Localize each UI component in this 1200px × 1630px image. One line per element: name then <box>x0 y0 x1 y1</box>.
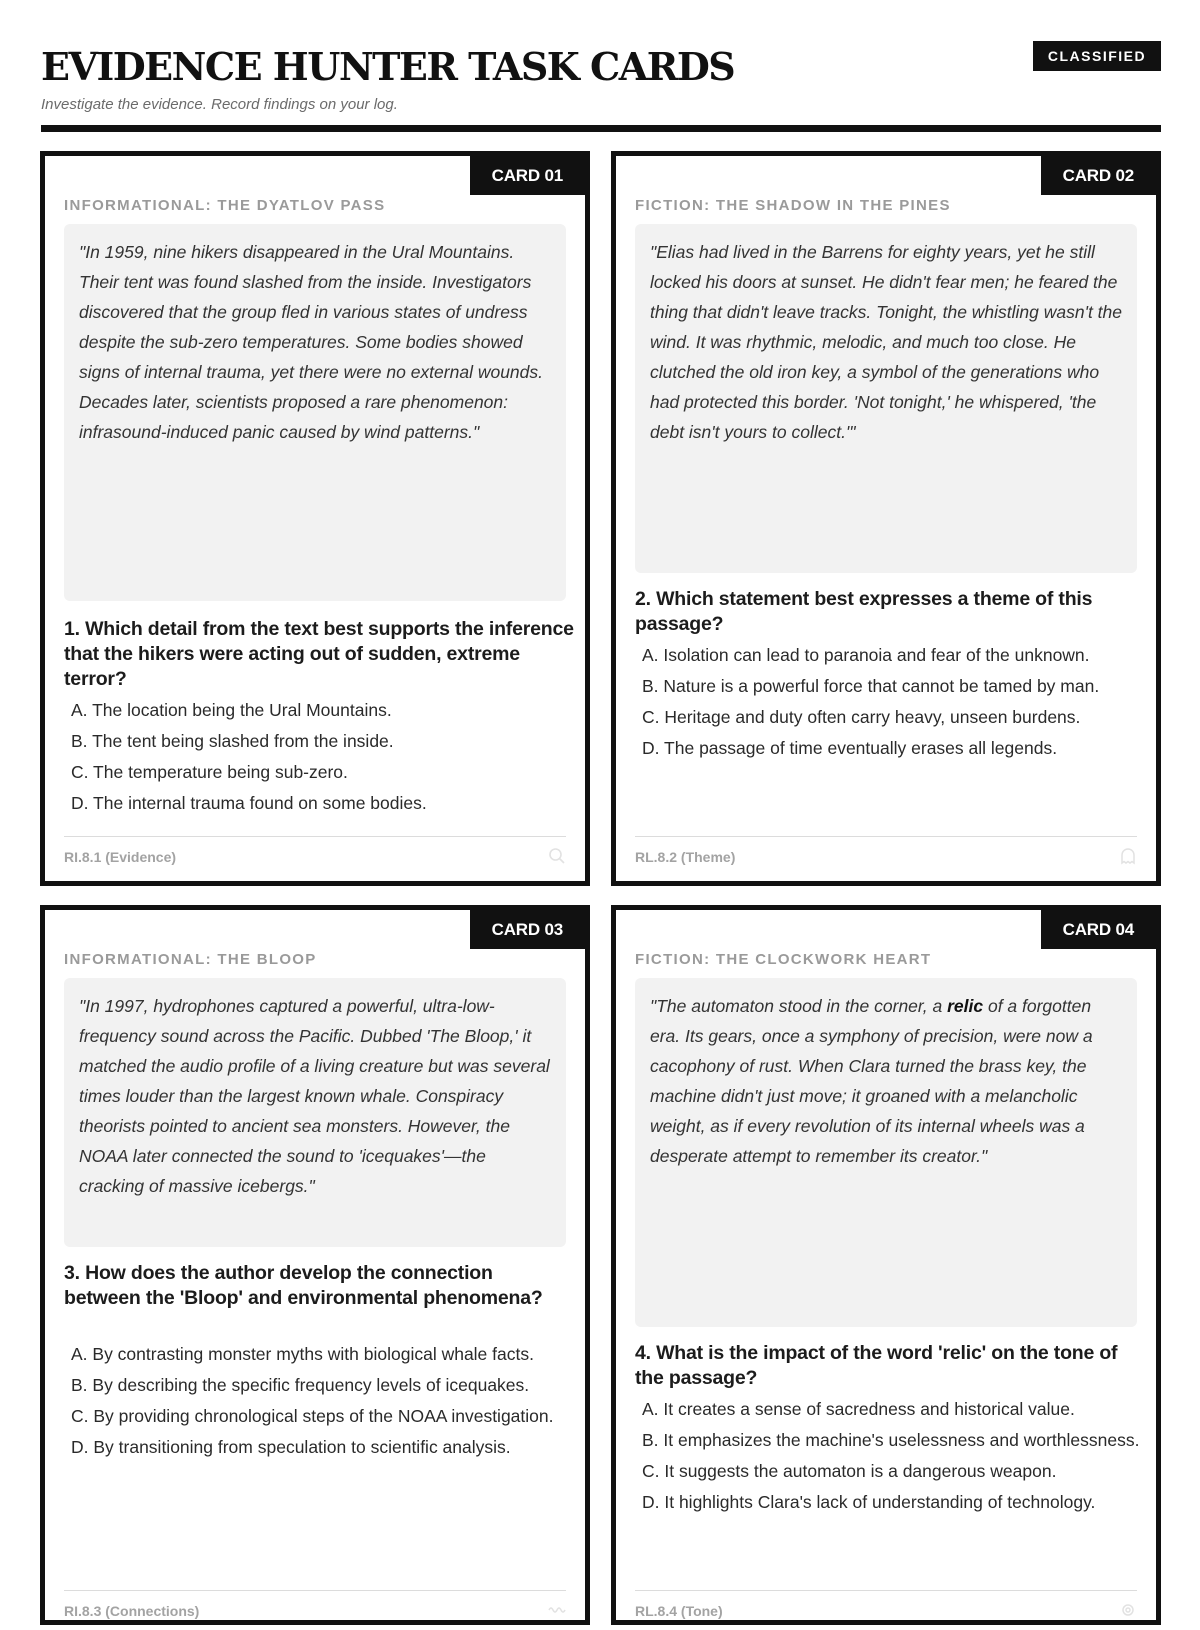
task-card-01 <box>40 151 590 886</box>
card-footer <box>635 1590 1137 1630</box>
page-subtitle: Investigate the evidence. Record findings on your log. <box>41 96 398 113</box>
card-footer <box>635 836 1137 876</box>
passage-text-start: "The automaton stood in the corner, a <box>650 996 948 1016</box>
answer-option-b[interactable]: B. It emphasizes the machine's uselessness and worthlessness. <box>642 1430 1140 1450</box>
answer-option-b[interactable]: B. The tent being slashed from the inside. <box>71 731 394 751</box>
card-genre: INFORMATIONAL: THE DYATLOV PASS <box>64 197 386 214</box>
magnifier-icon <box>548 847 566 865</box>
card-passage: "In 1997, hydrophones captured a powerful, ultra-low-frequency sound across the Pacific. Dubbed 'The Bloop,' it matched the audio profile of a living creature but was several times louder than the largest known whale. Conspiracy theorists pointed to ancient sea monsters. However, the NOAA later connected the sound to 'icequakes'—the cracking of massive icebergs." <box>64 978 566 1247</box>
answer-option-a[interactable]: A. The location being the Ural Mountains. <box>71 700 392 720</box>
card-label: CARD 02 <box>1041 156 1156 195</box>
answer-options <box>642 1396 1142 1520</box>
answer-option-c[interactable]: C. Heritage and duty often carry heavy, unseen burdens. <box>642 707 1081 727</box>
card-passage: "In 1959, nine hikers disappeared in the Ural Mountains. Their tent was found slashed from the inside. Investigators discovered that the group fled in various states of undress despite the sub-zero temperatures. Some bodies showed signs of internal trauma, yet there were no external wounds. Decades later, scientists proposed a rare phenomenon: infrasound-induced panic caused by wind patterns." <box>64 224 566 601</box>
card-question: 1. Which detail from the text best supports the inference that the hikers were acting out of sudden, extreme terror? <box>64 618 574 690</box>
answer-option-b[interactable]: B. By describing the specific frequency levels of icequakes. <box>71 1375 530 1395</box>
page-header <box>41 40 1161 132</box>
page-title: EVIDENCE HUNTER TASK CARDS <box>41 44 735 89</box>
card-question: 2. Which statement best expresses a theme of this passage? <box>635 588 1093 635</box>
task-card-02 <box>611 151 1161 886</box>
card-label: CARD 03 <box>470 910 585 949</box>
card-genre: INFORMATIONAL: THE BLOOP <box>64 951 317 968</box>
card-question: 3. How does the author develop the connection between the 'Bloop' and environmental phenomena? <box>64 1262 543 1309</box>
passage-text-end: of a forgotten era. Its gears, once a symphony of precision, were now a cacophony of rust. When Clara turned the brass key, the machine didn't just move; it groaned with a melancholic weight, as if every revolution of its internal wheels was a desperate attempt to remember its creator." <box>650 996 1093 1166</box>
ghost-icon <box>1119 847 1137 865</box>
answer-option-d[interactable]: D. The passage of time eventually erases all legends. <box>642 738 1058 758</box>
answer-option-d[interactable]: D. The internal trauma found on some bodies. <box>71 793 427 813</box>
classified-badge: CLASSIFIED <box>1033 41 1161 71</box>
answer-option-a[interactable]: A. By contrasting monster myths with biological whale facts. <box>71 1344 534 1364</box>
standard-code: RI.8.1 (Evidence) <box>64 849 177 865</box>
task-card-04 <box>611 905 1161 1625</box>
card-footer <box>64 1590 566 1630</box>
highlighted-word-relic: relic <box>947 996 984 1016</box>
card-passage: "Elias had lived in the Barrens for eighty years, yet he still locked his doors at sunset. He didn't fear men; he feared the thing that didn't leave tracks. Tonight, the whistling wasn't the wind. It was rhythmic, melodic, and much too close. He clutched the old iron key, a symbol of the generations who had protected this border. 'Not tonight,' he whispered, 'the debt isn't yours to collect.'" <box>635 224 1137 573</box>
card-label: CARD 04 <box>1041 910 1156 949</box>
answer-option-c[interactable]: C. It suggests the automaton is a dangerous weapon. <box>642 1461 1057 1481</box>
answer-option-a[interactable]: A. Isolation can lead to paranoia and fear of the unknown. <box>642 645 1090 665</box>
card-passage <box>635 978 1137 1327</box>
answer-option-d[interactable]: D. By transitioning from speculation to scientific analysis. <box>71 1437 511 1457</box>
answer-options <box>71 1341 571 1465</box>
standard-code: RL.8.4 (Tone) <box>635 1603 723 1619</box>
wave-icon <box>548 1601 566 1619</box>
answer-option-b[interactable]: B. Nature is a powerful force that cannot be tamed by man. <box>642 676 1100 696</box>
card-question: 4. What is the impact of the word 'relic' on the tone of the passage? <box>635 1342 1118 1389</box>
answer-options <box>71 697 571 821</box>
card-genre: FICTION: THE SHADOW IN THE PINES <box>635 197 951 214</box>
standard-code: RI.8.3 (Connections) <box>64 1603 200 1619</box>
answer-option-d[interactable]: D. It highlights Clara's lack of understanding of technology. <box>642 1492 1096 1512</box>
gear-icon <box>1119 1601 1137 1619</box>
answer-options <box>642 642 1142 766</box>
card-genre: FICTION: THE CLOCKWORK HEART <box>635 951 932 968</box>
card-footer <box>64 836 566 876</box>
task-card-03 <box>40 905 590 1625</box>
answer-option-a[interactable]: A. It creates a sense of sacredness and historical value. <box>642 1399 1075 1419</box>
answer-option-c[interactable]: C. By providing chronological steps of the NOAA investigation. <box>71 1406 554 1426</box>
answer-option-c[interactable]: C. The temperature being sub-zero. <box>71 762 348 782</box>
standard-code: RL.8.2 (Theme) <box>635 849 736 865</box>
card-label: CARD 01 <box>470 156 585 195</box>
